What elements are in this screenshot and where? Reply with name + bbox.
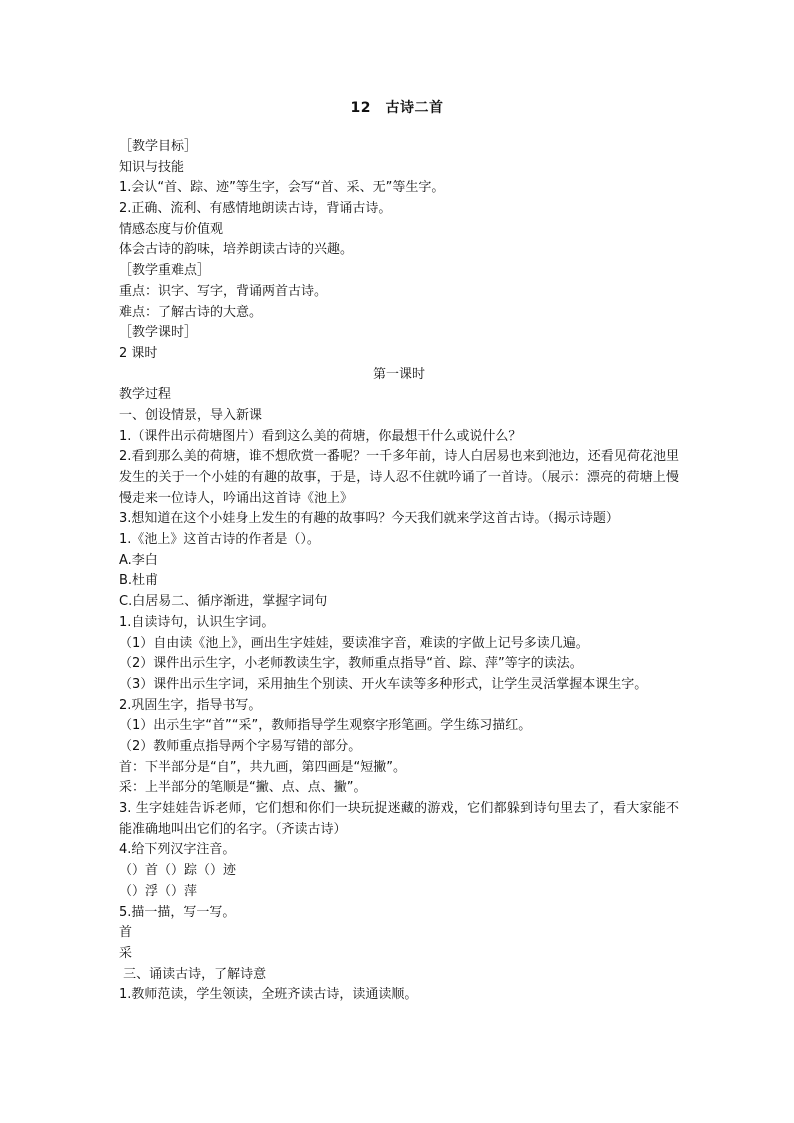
goal-item-1: 1.会认“首、踪、迹”等生字，会写“首、采、无”等生字。 [119, 180, 445, 196]
quiz-option-c-step-two-heading: C.白居易二、循序渐进，掌握字词句 [119, 594, 328, 610]
step-two-item-3: 3. 生字娃娃告诉老师，它们想和你们一块玩捉迷藏的游戏，它们都躲到诗句里去了，看大家能不能准确地叫出它们的名字。（齐读古诗） [119, 801, 679, 837]
char-note-shou: 首：下半部分是“自”，共九画，第四画是“短撇”。 [119, 759, 406, 775]
step-two-item-1: 1.自读诗句，认识生字词。 [119, 614, 275, 630]
difficult-point-text: 难点：了解古诗的大意。 [119, 304, 263, 320]
step-three-item-1: 1.教师范读，学生领读，全班齐读古诗，读通读顺。 [119, 987, 418, 1003]
tracing-exercise-heading: 5.描一描，写一写。 [119, 904, 236, 920]
quiz-question: 1.《池上》这首古诗的作者是（）。 [119, 532, 320, 548]
heading-teaching-goals: ［教学目标］ [119, 139, 198, 154]
subheading-emotion-values: 情感态度与价值观 [119, 221, 224, 237]
section-first-lesson: 第一课时 [372, 366, 425, 382]
step-one-item-1: 1.（课件出示荷塘图片）看到这么美的荷塘，你最想干什么或说什么？ [119, 428, 522, 444]
key-point-text: 重点：识字、写字，背诵两首古诗。 [119, 283, 328, 299]
heading-teaching-process: 教学过程 [119, 387, 172, 403]
tracing-char-shou: 首 [119, 925, 133, 941]
step-three-heading: 三、诵读古诗，了解诗意 [119, 966, 267, 982]
heading-class-hours: ［教学课时］ [119, 325, 198, 341]
step-two-sub-3: （3）课件出示生字词，采用抽生个别读、开火车读等多种形式，让学生灵活掌握本课生字。 [119, 676, 648, 692]
char-note-cai: 采：上半部分的笔顺是“撇、点、点、撇”。 [119, 780, 367, 796]
quiz-option-b: B.杜甫 [119, 573, 159, 589]
document-body [119, 137, 679, 1006]
pinyin-exercise-row-1: （）首（）踪（）迹 [119, 863, 237, 879]
quiz-option-a: A.李白 [119, 552, 158, 568]
pinyin-exercise-row-2: （）浮（）萍 [119, 883, 198, 899]
step-two-sub-1: （1）自由读《池上》，画出生字娃娃，要读准字音，难读的字做上记号多读几遍。 [119, 635, 589, 651]
step-one-item-2: 2.看到那么美的荷塘，谁不想欣赏一番呢？一千多年前，诗人白居易也来到池边，还看见荷花池里发生的关于一个小娃的有趣的故事，于是，诗人忍不住就吟诵了一首诗。（展示：漂亮的荷塘上慢慢走来一位诗人，吟诵出这首诗《池上》 [119, 449, 679, 506]
heading-key-difficult-points: ［教学重难点］ [119, 263, 211, 279]
pinyin-exercise-heading: 4.给下列汉字注音。 [119, 842, 236, 858]
step-two-sub-2: （2）课件出示生字，小老师教读生字，教师重点指导“首、踪、萍”等字的读法。 [119, 656, 583, 672]
step-one-heading: 一、创设情景，导入新课 [119, 407, 263, 423]
step-two-item-2: 2.巩固生字，指导书写。 [119, 697, 262, 713]
step-one-item-3: 3.想知道在这个小娃身上发生的有趣的故事吗？今天我们就来学这首古诗。（揭示诗题） [119, 511, 619, 527]
tracing-char-cai: 采 [119, 945, 133, 961]
document-title: 12 古诗二首 [350, 100, 444, 116]
subheading-knowledge-skills: 知识与技能 [119, 159, 185, 175]
writing-sub-2: （2）教师重点指导两个字易写错的部分。 [119, 738, 362, 754]
writing-sub-1: （1）出示生字“首”“采”，教师指导学生观察字形笔画。学生练习描红。 [119, 718, 532, 734]
goal-item-2: 2.正确、流利、有感情地朗读古诗，背诵古诗。 [119, 201, 392, 217]
emotion-goal-text: 体会古诗的韵味，培养朗读古诗的兴趣。 [119, 242, 354, 258]
class-hours-text: 2 课时 [119, 345, 158, 361]
